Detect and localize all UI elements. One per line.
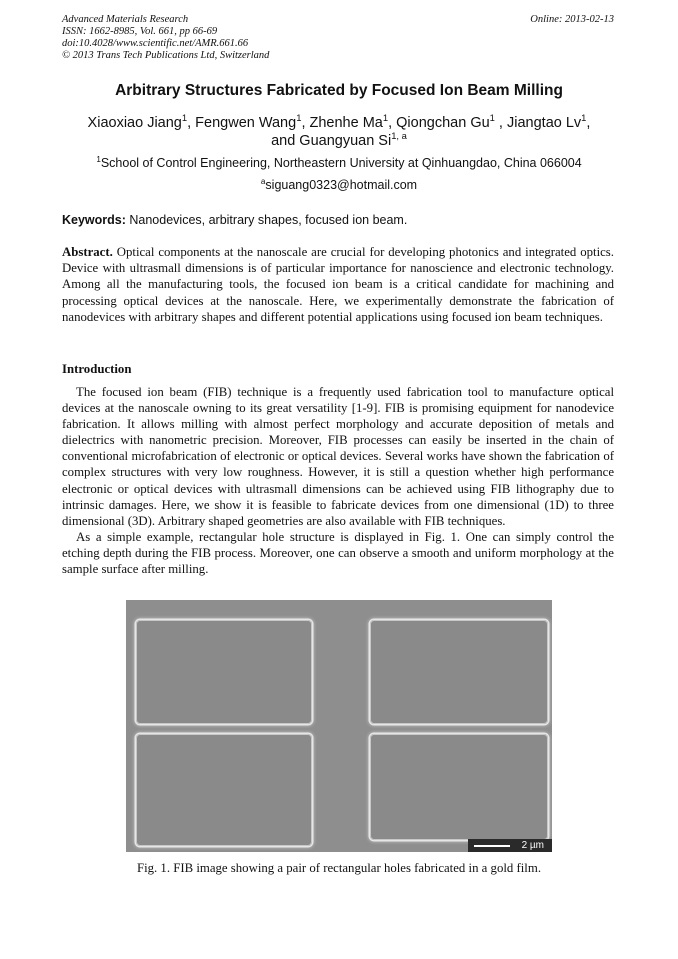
scale-bar-line — [474, 845, 510, 847]
author-separator: , — [388, 115, 397, 131]
author-name: Fengwen Wang — [195, 115, 297, 131]
rectangular-hole — [136, 620, 312, 724]
author-affiliation-mark: 1 — [296, 112, 302, 124]
rectangular-hole — [370, 734, 548, 840]
author-list — [62, 114, 616, 150]
author-affiliation-mark: 1 — [489, 112, 495, 124]
introduction-body — [62, 384, 614, 577]
paragraph: As a simple example, rectangular hole structure is displayed in Fig. 1. One can simply control the etching depth during the FIB process. Moreover, one can observe a smooth and uniform morphology at the sample surface after milling. — [62, 529, 614, 577]
abstract — [62, 244, 614, 325]
scale-bar-label: 2 µm — [521, 840, 544, 851]
paragraph: The focused ion beam (FIB) technique is a frequently used fabrication tool to manufacture optical devices at the nanoscale owning to its great versatility [1-9]. FIB is promising equipment for nanodevice fabrication. It allows milling with almost perfect morphology and accurate deposition of metals and dielectrics with nanometric precision. Moreover, FIB processes can easily be inserted in the chain of conventional microfabrication of electronic or optical devices. Several works have shown the fabrication of complex structures with very low roughness. However, it is still a question whether high performance electronic or optical devices with ultrasmall dimensions can be achieved using FIB lithography due to intrinsic damages. Here, we show it is feasible to fabricate devices from one dimensional (1D) to three dimensional (3D). Arbitrary shaped geometries are also available with FIB techniques. — [62, 385, 614, 528]
author-name: Jiangtao Lv — [507, 115, 582, 131]
journal-header — [62, 14, 269, 62]
keywords-label: Keywords: — [62, 213, 126, 227]
issn-line: ISSN: 1662-8985, Vol. 661, pp 66-69 — [62, 26, 218, 37]
journal-name: Advanced Materials Research — [62, 14, 189, 25]
paper-title: Arbitrary Structures Fabricated by Focused Ion Beam Milling — [115, 82, 563, 99]
author-name: Xiaoxiao Jiang — [87, 115, 182, 131]
author-affiliation-mark: 1 — [581, 112, 587, 124]
author-affiliation-mark: 1 — [382, 112, 389, 124]
author-separator: , — [494, 115, 507, 131]
email-text: siguang0323@hotmail.com — [265, 178, 418, 192]
affiliation-mark: 1 — [96, 154, 101, 164]
email-mark: a — [260, 176, 266, 186]
author-affiliation-mark: 1, a — [391, 130, 407, 142]
author-separator: , — [301, 115, 310, 131]
abstract-label: Abstract. — [62, 245, 113, 259]
rectangular-hole — [136, 734, 312, 846]
figure-caption: Fig. 1. FIB image showing a pair of rectangular holes fabricated in a gold film. — [136, 861, 542, 875]
keywords-text: Nanodevices, arbitrary shapes, focused ion beam. — [125, 213, 408, 227]
fib-micrograph — [126, 600, 552, 852]
online-date: Online: 2013-02-13 — [530, 14, 614, 25]
author-name: and Guangyuan Si — [271, 133, 392, 149]
author-name: Qiongchan Gu — [396, 115, 490, 131]
abstract-text: Optical components at the nanoscale are crucial for developing photonics and integrated optics. Device with ultrasmall dimensions is of particular importance for nanoscience and electronic technology. Among all the manufacturing tools, the focused ion beam is a critical candidate for machining and processing optical devices at the nanoscale. Here, we experimentally demonstrate the fabrication of nanodevices with arbitrary shapes and different potential applications using focused ion beam techniques. — [62, 245, 614, 324]
keywords — [62, 213, 407, 227]
doi-line: doi:10.4028/www.scientific.net/AMR.661.66 — [62, 38, 249, 49]
author-affiliation-mark: 1 — [181, 112, 188, 124]
introduction-heading: Introduction — [62, 362, 132, 376]
affiliation — [0, 156, 678, 170]
contact-email — [0, 178, 678, 192]
affiliation-text: School of Control Engineering, Northeastern University at Qinhuangdao, China 066004 — [100, 156, 582, 170]
scale-bar — [468, 839, 552, 852]
author-name: Zhenhe Ma — [309, 115, 383, 131]
rectangular-hole — [370, 620, 548, 724]
copyright-line: © 2013 Trans Tech Publications Ltd, Switzerland — [62, 50, 270, 61]
author-separator: , — [187, 115, 196, 131]
author-separator: , — [586, 115, 591, 131]
